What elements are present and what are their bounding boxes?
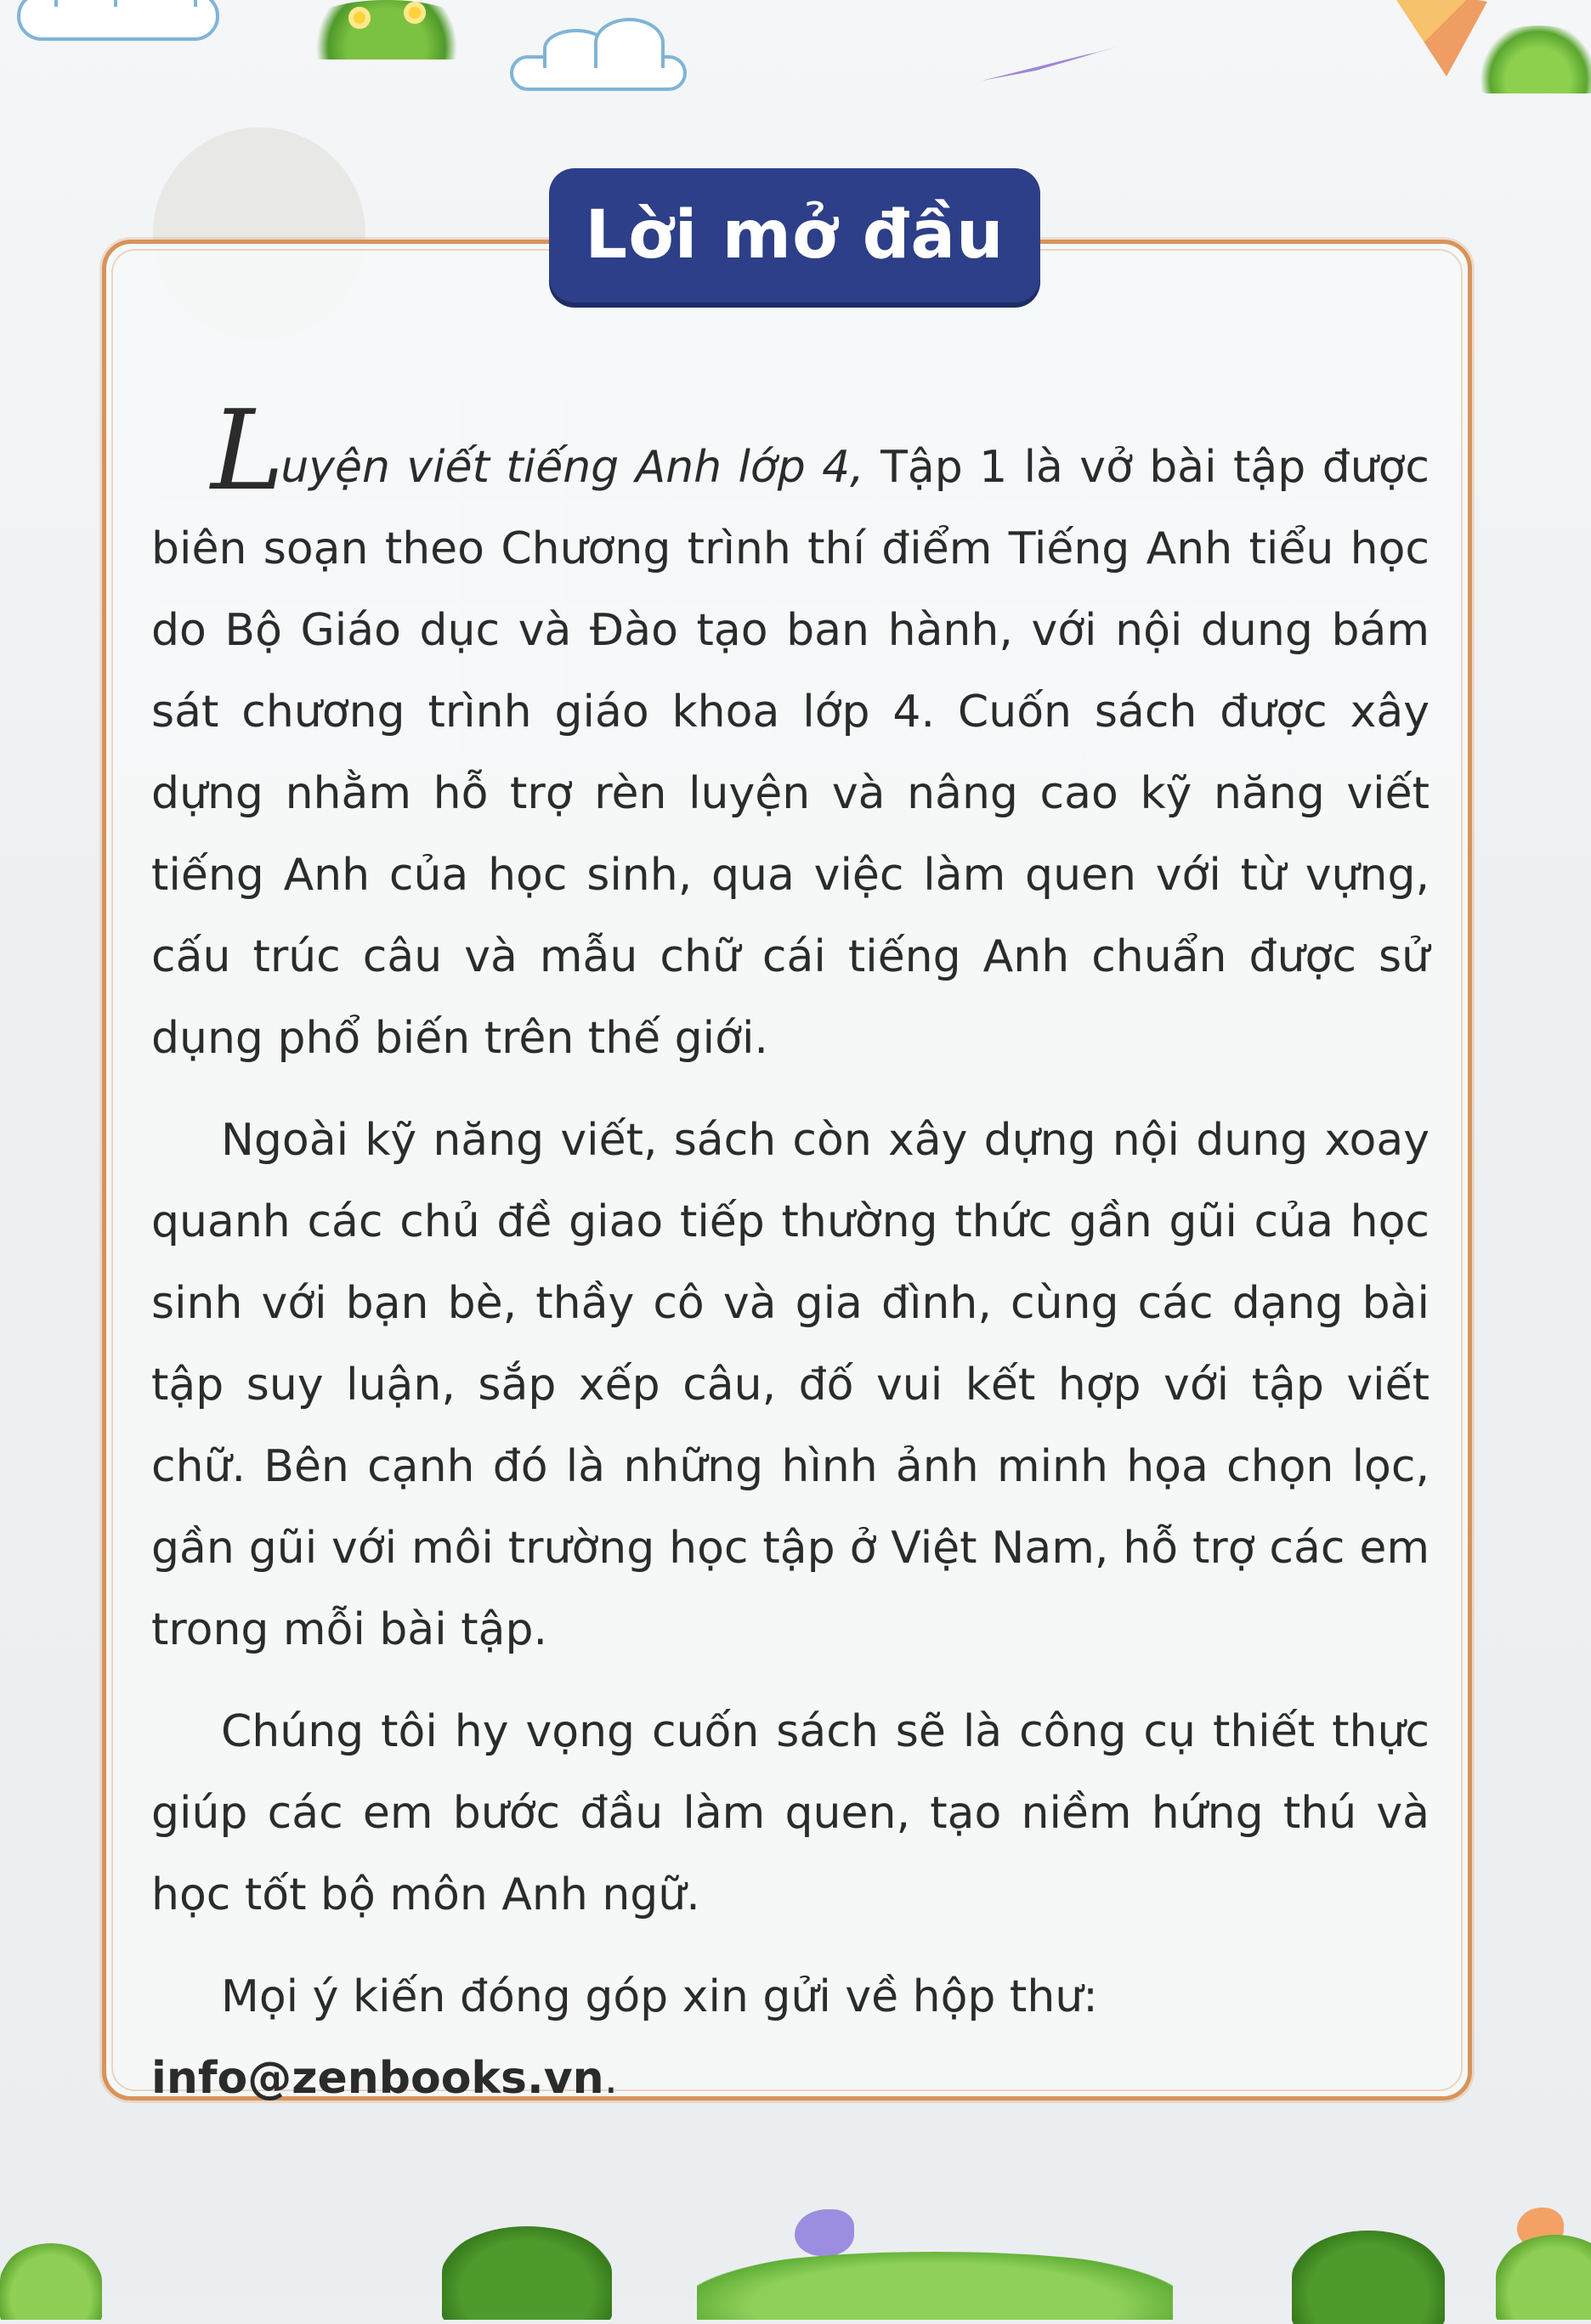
bird-icon <box>795 2209 854 2256</box>
flower-icon <box>404 2 426 24</box>
bush-icon <box>1496 2235 1591 2320</box>
contact-prefix: Mọi ý kiến đóng góp xin gửi về hộp thư: <box>221 1971 1098 2022</box>
cloud-icon <box>510 55 687 91</box>
grass-icon <box>302 0 472 59</box>
bush-icon <box>1292 2231 1445 2324</box>
paragraph-3-text: Chúng tôi hy vọng cuốn sách sẽ là công cụ thiết thực giúp các em bước đầu làm quen, tạo niềm hứng thú và học tốt bộ môn Anh ngữ. <box>151 1706 1430 1920</box>
paper-plane-icon <box>982 47 1118 81</box>
dropcap-letter: L <box>211 386 285 515</box>
page-title: Lời mở đầu <box>585 197 1005 274</box>
grass-icon <box>697 2252 1173 2320</box>
grass-icon <box>1479 25 1591 93</box>
contact-suffix: . <box>603 2053 619 2104</box>
bush-icon <box>0 2243 102 2320</box>
book-title-italic: uyện viết tiếng Anh lớp 4, <box>280 442 864 493</box>
paragraph-2 <box>151 1100 1430 1671</box>
contact-email[interactable]: info@zenbooks.vn <box>151 2053 604 2104</box>
paragraph-1-text: Tập 1 là vở bài tập được biên soạn theo Chương trình thí điểm Tiếng Anh tiểu học do Bộ Giáo dục và Đào tạo ban hành, với nội dung bám sát chương trình giáo khoa lớp 4. Cuốn sách được xây dựng nhằm hỗ trợ rèn luyện và nâng cao kỹ năng viết tiếng Anh của học sinh, qua việc làm quen với từ vựng, cấu trúc câu và mẫu chữ cái tiếng Anh chuẩn được sử dụng phổ biến trên thế giới. <box>151 442 1430 1064</box>
paragraph-3 <box>151 1691 1430 1936</box>
preface-text <box>151 386 1430 2119</box>
paragraph-2-text: Ngoài kỹ năng viết, sách còn xây dựng nội dung xoay quanh các chủ đề giao tiếp thường thức gần gũi của học sinh với bạn bè, thầy cô và gia đình, cùng các dạng bài tập suy luận, sắp xếp câu, đố vui kết hợp với tập viết chữ. Bên cạnh đó là những hình ảnh minh họa chọn lọc, gần gũi với môi trường học tập ở Việt Nam, hỗ trợ các em trong mỗi bài tập. <box>151 1115 1430 1655</box>
cloud-icon <box>17 0 219 41</box>
kite-icon <box>1385 0 1487 76</box>
paragraph-1 <box>151 386 1430 1079</box>
title-badge <box>549 168 1040 303</box>
contact-line <box>151 1956 1430 2119</box>
flower-icon <box>348 7 371 29</box>
bush-icon <box>442 2226 612 2320</box>
